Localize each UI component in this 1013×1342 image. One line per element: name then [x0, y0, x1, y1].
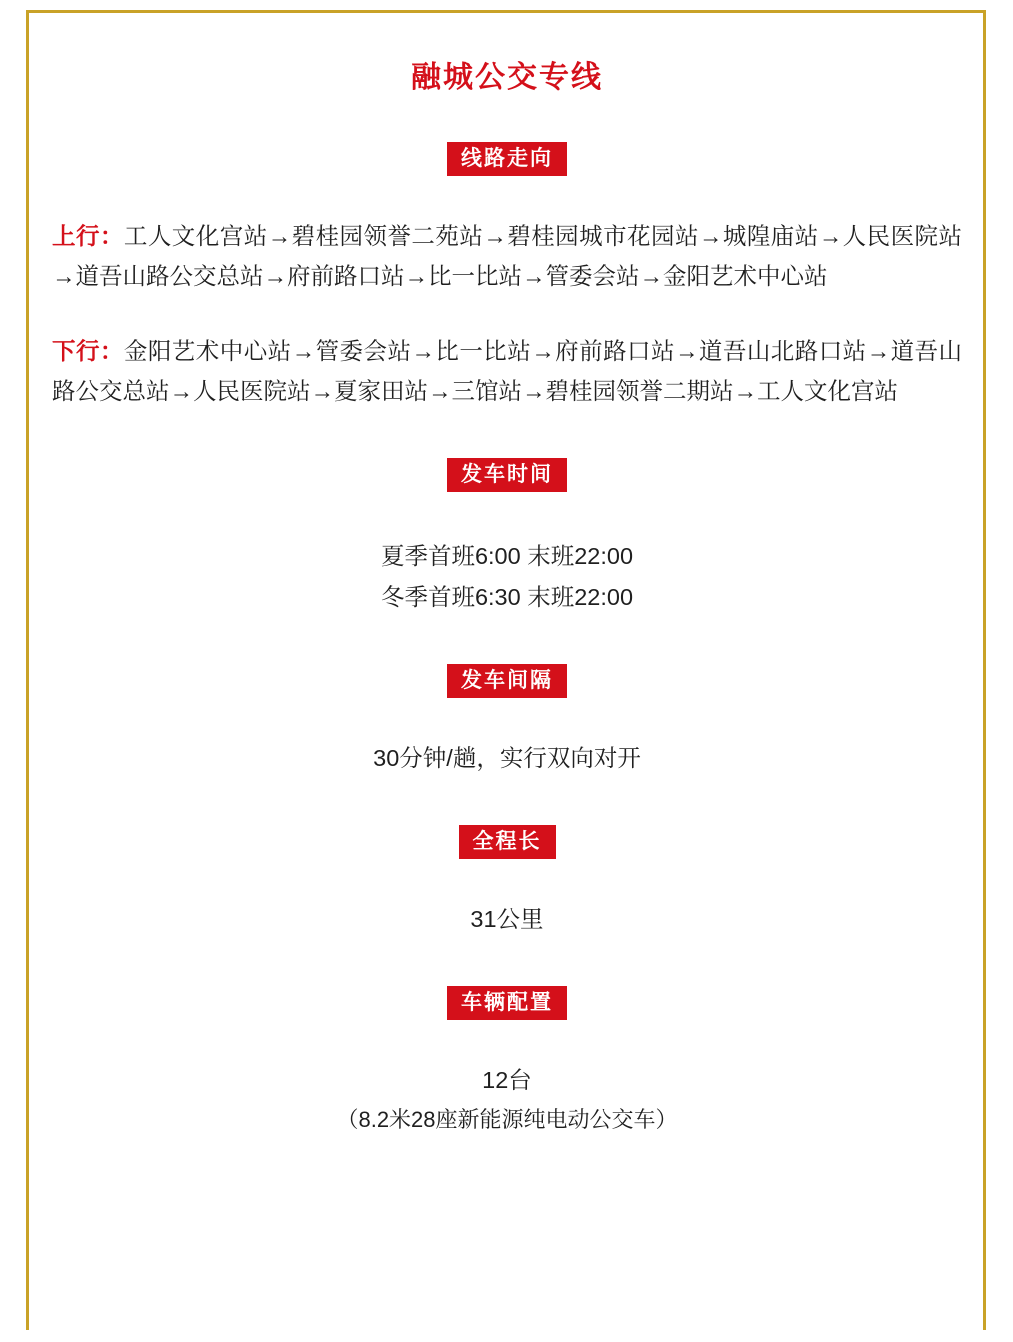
vehicle-spec: （8.2米28座新能源纯电动公交车）: [336, 1107, 678, 1133]
departure-time-winter: 冬季首班6:30 末班22:00: [380, 583, 634, 610]
length-values: [52, 899, 962, 940]
section-tag-label: 线路走向: [447, 142, 567, 176]
section-tag-label: 发车间隔: [447, 664, 567, 698]
route-downbound-text: 金阳艺术中心站→管委会站→比一比站→府前路口站→道吾山北路口站→道吾山路公交总站→人民医院站→夏家田站→三馆站→碧桂园领誉二期站→工人文化宫站: [52, 337, 963, 405]
length-value: 31公里: [470, 906, 544, 932]
route-downbound: [52, 331, 962, 412]
vehicle-count: 12台: [482, 1067, 532, 1094]
document-content: [48, 0, 966, 1140]
departure-time-summer: 夏季首班6:00 末班22:00: [380, 542, 634, 569]
section-heading-length: [52, 825, 962, 859]
section-tag-label: 全程长: [459, 825, 556, 859]
interval-value: 30分钟/趟，实行双向对开: [373, 744, 641, 771]
route-downbound-label: 下行：: [52, 337, 124, 364]
section-heading-departure-time: [52, 458, 962, 492]
page-title: 融城公交专线: [411, 61, 603, 94]
route-upbound-label: 上行：: [52, 223, 124, 249]
section-tag-label: 发车时间: [447, 458, 567, 492]
vehicle-values: [52, 1060, 962, 1140]
interval-values: [52, 738, 962, 779]
section-tag-label: 车辆配置: [447, 986, 567, 1020]
section-heading-route: [52, 142, 962, 176]
section-heading-interval: [52, 664, 962, 698]
departure-time-values: [52, 536, 962, 618]
route-upbound-text: 工人文化宫站→碧桂园领誉二苑站→碧桂园城市花园站→城隍庙站→人民医院站→道吾山路公交总站→府前路口站→比一比站→管委会站→金阳艺术中心站: [52, 223, 963, 290]
route-upbound: [52, 216, 962, 297]
decorative-border-left: [26, 10, 29, 1330]
section-heading-vehicle: [52, 986, 962, 1020]
decorative-border-right: [983, 10, 986, 1330]
